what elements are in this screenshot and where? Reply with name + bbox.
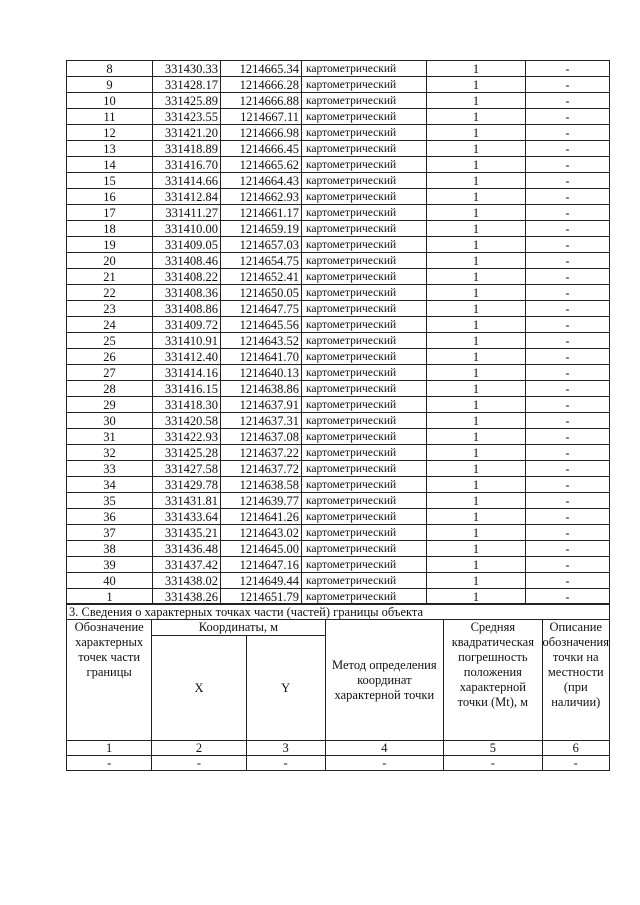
coord-x: 331414.66 [153, 173, 221, 189]
method: картометрический [302, 253, 427, 269]
table-row [67, 61, 610, 77]
header-description: Описание обозначения точки на местности (при наличии) [542, 620, 610, 741]
coord-y: 1214666.45 [221, 141, 302, 157]
point-number: 35 [67, 493, 153, 509]
method: картометрический [302, 381, 427, 397]
coord-x: 331408.36 [153, 285, 221, 301]
coord-y: 1214649.44 [221, 573, 302, 589]
table-row [67, 221, 610, 237]
coord-x: 331418.89 [153, 141, 221, 157]
point-number: 39 [67, 557, 153, 573]
points-table-body [67, 61, 610, 605]
column-number: 3 [246, 741, 325, 756]
coord-x: 331408.22 [153, 269, 221, 285]
point-description: - [526, 141, 610, 157]
point-description: - [526, 205, 610, 221]
method: картометрический [302, 541, 427, 557]
method: картометрический [302, 109, 427, 125]
point-description: - [526, 541, 610, 557]
coord-y: 1214662.93 [221, 189, 302, 205]
point-description: - [526, 573, 610, 589]
table-row [67, 189, 610, 205]
point-description: - [526, 333, 610, 349]
coord-x: 331430.33 [153, 61, 221, 77]
point-number: 36 [67, 509, 153, 525]
method: картометрический [302, 93, 427, 109]
coord-y: 1214638.86 [221, 381, 302, 397]
method: картометрический [302, 221, 427, 237]
table-row [67, 173, 610, 189]
point-number: 12 [67, 125, 153, 141]
method: картометрический [302, 461, 427, 477]
point-number: 21 [67, 269, 153, 285]
point-number: 16 [67, 189, 153, 205]
point-number: 33 [67, 461, 153, 477]
point-number: 18 [67, 221, 153, 237]
coord-y: 1214637.91 [221, 397, 302, 413]
coord-x: 331416.15 [153, 381, 221, 397]
method: картометрический [302, 477, 427, 493]
section-title: 3. Сведения о характерных точках части (частей) границы объекта [67, 604, 610, 620]
table-row [67, 269, 610, 285]
point-number: 8 [67, 61, 153, 77]
table-row [67, 333, 610, 349]
point-number: 28 [67, 381, 153, 397]
point-number: 31 [67, 429, 153, 445]
error-value: 1 [427, 429, 526, 445]
error-value: 1 [427, 477, 526, 493]
table-row [67, 397, 610, 413]
point-number: 13 [67, 141, 153, 157]
empty-cell: - [444, 756, 542, 771]
coord-x: 331425.28 [153, 445, 221, 461]
coord-y: 1214640.13 [221, 365, 302, 381]
error-value: 1 [427, 77, 526, 93]
coord-y: 1214641.26 [221, 509, 302, 525]
coord-y: 1214637.31 [221, 413, 302, 429]
header-x: X [152, 636, 246, 741]
point-number: 10 [67, 93, 153, 109]
error-value: 1 [427, 333, 526, 349]
coord-x: 331428.17 [153, 77, 221, 93]
point-number: 17 [67, 205, 153, 221]
method: картометрический [302, 589, 427, 605]
coord-y: 1214637.22 [221, 445, 302, 461]
point-number: 1 [67, 589, 153, 605]
error-value: 1 [427, 173, 526, 189]
coord-x: 331431.81 [153, 493, 221, 509]
table-row [67, 477, 610, 493]
error-value: 1 [427, 397, 526, 413]
point-description: - [526, 157, 610, 173]
table-row [67, 253, 610, 269]
coord-x: 331409.05 [153, 237, 221, 253]
point-number: 32 [67, 445, 153, 461]
method: картометрический [302, 413, 427, 429]
point-description: - [526, 493, 610, 509]
point-description: - [526, 557, 610, 573]
column-number: 6 [542, 741, 610, 756]
point-number: 29 [67, 397, 153, 413]
error-value: 1 [427, 221, 526, 237]
coord-y: 1214664.43 [221, 173, 302, 189]
table-row [67, 141, 610, 157]
point-description: - [526, 189, 610, 205]
coord-y: 1214647.75 [221, 301, 302, 317]
coord-x: 331437.42 [153, 557, 221, 573]
coord-x: 331427.58 [153, 461, 221, 477]
method: картометрический [302, 397, 427, 413]
table-row [67, 429, 610, 445]
method: картометрический [302, 189, 427, 205]
table-row [67, 285, 610, 301]
header-method: Метод определения координат характерной точки [325, 620, 444, 741]
point-description: - [526, 525, 610, 541]
coord-x: 331418.30 [153, 397, 221, 413]
error-value: 1 [427, 61, 526, 77]
error-value: 1 [427, 157, 526, 173]
coord-y: 1214637.72 [221, 461, 302, 477]
coord-x: 331433.64 [153, 509, 221, 525]
coord-x: 331411.27 [153, 205, 221, 221]
coord-x: 331423.55 [153, 109, 221, 125]
point-description: - [526, 173, 610, 189]
coord-x: 331420.58 [153, 413, 221, 429]
coord-y: 1214661.17 [221, 205, 302, 221]
coord-x: 331414.16 [153, 365, 221, 381]
point-number: 38 [67, 541, 153, 557]
error-value: 1 [427, 269, 526, 285]
table-row [67, 301, 610, 317]
coord-y: 1214639.77 [221, 493, 302, 509]
method: картометрический [302, 61, 427, 77]
table-row [67, 365, 610, 381]
coord-y: 1214645.56 [221, 317, 302, 333]
error-value: 1 [427, 301, 526, 317]
table-row [67, 413, 610, 429]
coord-x: 331409.72 [153, 317, 221, 333]
coord-y: 1214641.70 [221, 349, 302, 365]
method: картометрический [302, 365, 427, 381]
coord-x: 331412.84 [153, 189, 221, 205]
coord-y: 1214647.16 [221, 557, 302, 573]
header-coordinates: Координаты, м [152, 620, 325, 636]
error-value: 1 [427, 365, 526, 381]
table-row [67, 541, 610, 557]
point-number: 30 [67, 413, 153, 429]
boundary-points-table [66, 60, 610, 605]
point-description: - [526, 349, 610, 365]
error-value: 1 [427, 493, 526, 509]
point-number: 22 [67, 285, 153, 301]
column-number: 2 [152, 741, 246, 756]
point-description: - [526, 301, 610, 317]
method: картометрический [302, 429, 427, 445]
coord-x: 331422.93 [153, 429, 221, 445]
point-description: - [526, 221, 610, 237]
method: картометрический [302, 173, 427, 189]
column-number: 5 [444, 741, 542, 756]
point-description: - [526, 429, 610, 445]
coord-x: 331408.46 [153, 253, 221, 269]
point-number: 25 [67, 333, 153, 349]
coord-x: 331438.02 [153, 573, 221, 589]
table-row [67, 109, 610, 125]
table-row [67, 493, 610, 509]
empty-cell: - [325, 756, 444, 771]
error-value: 1 [427, 589, 526, 605]
point-description: - [526, 269, 610, 285]
table-row [67, 509, 610, 525]
table-row [67, 461, 610, 477]
table-row [67, 317, 610, 333]
error-value: 1 [427, 205, 526, 221]
error-value: 1 [427, 253, 526, 269]
method: картометрический [302, 301, 427, 317]
header-y: Y [246, 636, 325, 741]
coord-y: 1214659.19 [221, 221, 302, 237]
column-number: 4 [325, 741, 444, 756]
point-number: 19 [67, 237, 153, 253]
error-value: 1 [427, 141, 526, 157]
coord-x: 331416.70 [153, 157, 221, 173]
coord-x: 331438.26 [153, 589, 221, 605]
empty-cell: - [246, 756, 325, 771]
method: картометрический [302, 285, 427, 301]
error-value: 1 [427, 285, 526, 301]
error-value: 1 [427, 237, 526, 253]
method: картометрический [302, 237, 427, 253]
method: картометрический [302, 445, 427, 461]
point-description: - [526, 461, 610, 477]
table-row [67, 381, 610, 397]
header-row-1 [67, 620, 610, 636]
coord-y: 1214637.08 [221, 429, 302, 445]
error-value: 1 [427, 413, 526, 429]
empty-cell: - [542, 756, 610, 771]
error-value: 1 [427, 557, 526, 573]
empty-data-row [67, 756, 610, 771]
column-number-row [67, 741, 610, 756]
table-row [67, 205, 610, 221]
table-row [67, 557, 610, 573]
coord-x: 331408.86 [153, 301, 221, 317]
point-number: 9 [67, 77, 153, 93]
coord-y: 1214638.58 [221, 477, 302, 493]
coord-y: 1214654.75 [221, 253, 302, 269]
point-number: 37 [67, 525, 153, 541]
error-value: 1 [427, 509, 526, 525]
point-number: 26 [67, 349, 153, 365]
error-value: 1 [427, 349, 526, 365]
coord-y: 1214666.98 [221, 125, 302, 141]
method: картометрический [302, 125, 427, 141]
coord-x: 331429.78 [153, 477, 221, 493]
table-row [67, 157, 610, 173]
method: картометрический [302, 573, 427, 589]
error-value: 1 [427, 317, 526, 333]
coord-y: 1214652.41 [221, 269, 302, 285]
section-title-row [67, 604, 610, 620]
point-description: - [526, 253, 610, 269]
coord-y: 1214666.28 [221, 77, 302, 93]
coord-y: 1214665.62 [221, 157, 302, 173]
point-description: - [526, 589, 610, 605]
error-value: 1 [427, 461, 526, 477]
coord-x: 331410.91 [153, 333, 221, 349]
error-value: 1 [427, 541, 526, 557]
coord-y: 1214666.88 [221, 93, 302, 109]
header-error: Средняя квадратическая погрешность положения характерной точки (Mt), м [444, 620, 542, 741]
empty-cell: - [152, 756, 246, 771]
error-value: 1 [427, 125, 526, 141]
table-row [67, 125, 610, 141]
point-description: - [526, 381, 610, 397]
point-description: - [526, 61, 610, 77]
method: картометрический [302, 333, 427, 349]
point-number: 14 [67, 157, 153, 173]
coord-x: 331436.48 [153, 541, 221, 557]
method: картометрический [302, 493, 427, 509]
error-value: 1 [427, 109, 526, 125]
point-description: - [526, 477, 610, 493]
point-number: 20 [67, 253, 153, 269]
table-row [67, 525, 610, 541]
error-value: 1 [427, 93, 526, 109]
point-number: 40 [67, 573, 153, 589]
point-description: - [526, 93, 610, 109]
coord-x: 331421.20 [153, 125, 221, 141]
coord-y: 1214650.05 [221, 285, 302, 301]
method: картометрический [302, 509, 427, 525]
point-number: 11 [67, 109, 153, 125]
empty-cell: - [67, 756, 152, 771]
error-value: 1 [427, 445, 526, 461]
error-value: 1 [427, 573, 526, 589]
coord-y: 1214665.34 [221, 61, 302, 77]
table-row [67, 349, 610, 365]
coord-x: 331412.40 [153, 349, 221, 365]
coord-y: 1214643.02 [221, 525, 302, 541]
method: картометрический [302, 349, 427, 365]
table-row [67, 77, 610, 93]
method: картометрический [302, 557, 427, 573]
point-description: - [526, 413, 610, 429]
header-designation: Обозначение характерных точек части границы [67, 620, 152, 741]
point-number: 23 [67, 301, 153, 317]
point-number: 27 [67, 365, 153, 381]
point-description: - [526, 237, 610, 253]
part-boundary-points-table [66, 603, 610, 771]
point-description: - [526, 317, 610, 333]
method: картометрический [302, 157, 427, 173]
point-number: 15 [67, 173, 153, 189]
method: картометрический [302, 317, 427, 333]
coord-y: 1214643.52 [221, 333, 302, 349]
coord-x: 331435.21 [153, 525, 221, 541]
coord-y: 1214645.00 [221, 541, 302, 557]
error-value: 1 [427, 381, 526, 397]
method: картометрический [302, 205, 427, 221]
table-row [67, 573, 610, 589]
coord-x: 331425.89 [153, 93, 221, 109]
point-number: 34 [67, 477, 153, 493]
point-number: 24 [67, 317, 153, 333]
table-row [67, 445, 610, 461]
coord-y: 1214667.11 [221, 109, 302, 125]
method: картометрический [302, 77, 427, 93]
point-description: - [526, 397, 610, 413]
coord-y: 1214657.03 [221, 237, 302, 253]
method: картометрический [302, 141, 427, 157]
method: картометрический [302, 269, 427, 285]
table-row [67, 237, 610, 253]
column-number: 1 [67, 741, 152, 756]
method: картометрический [302, 525, 427, 541]
coord-x: 331410.00 [153, 221, 221, 237]
point-description: - [526, 285, 610, 301]
point-description: - [526, 77, 610, 93]
error-value: 1 [427, 525, 526, 541]
error-value: 1 [427, 189, 526, 205]
point-description: - [526, 365, 610, 381]
point-description: - [526, 445, 610, 461]
point-description: - [526, 125, 610, 141]
table-row [67, 93, 610, 109]
point-description: - [526, 509, 610, 525]
coord-y: 1214651.79 [221, 589, 302, 605]
point-description: - [526, 109, 610, 125]
